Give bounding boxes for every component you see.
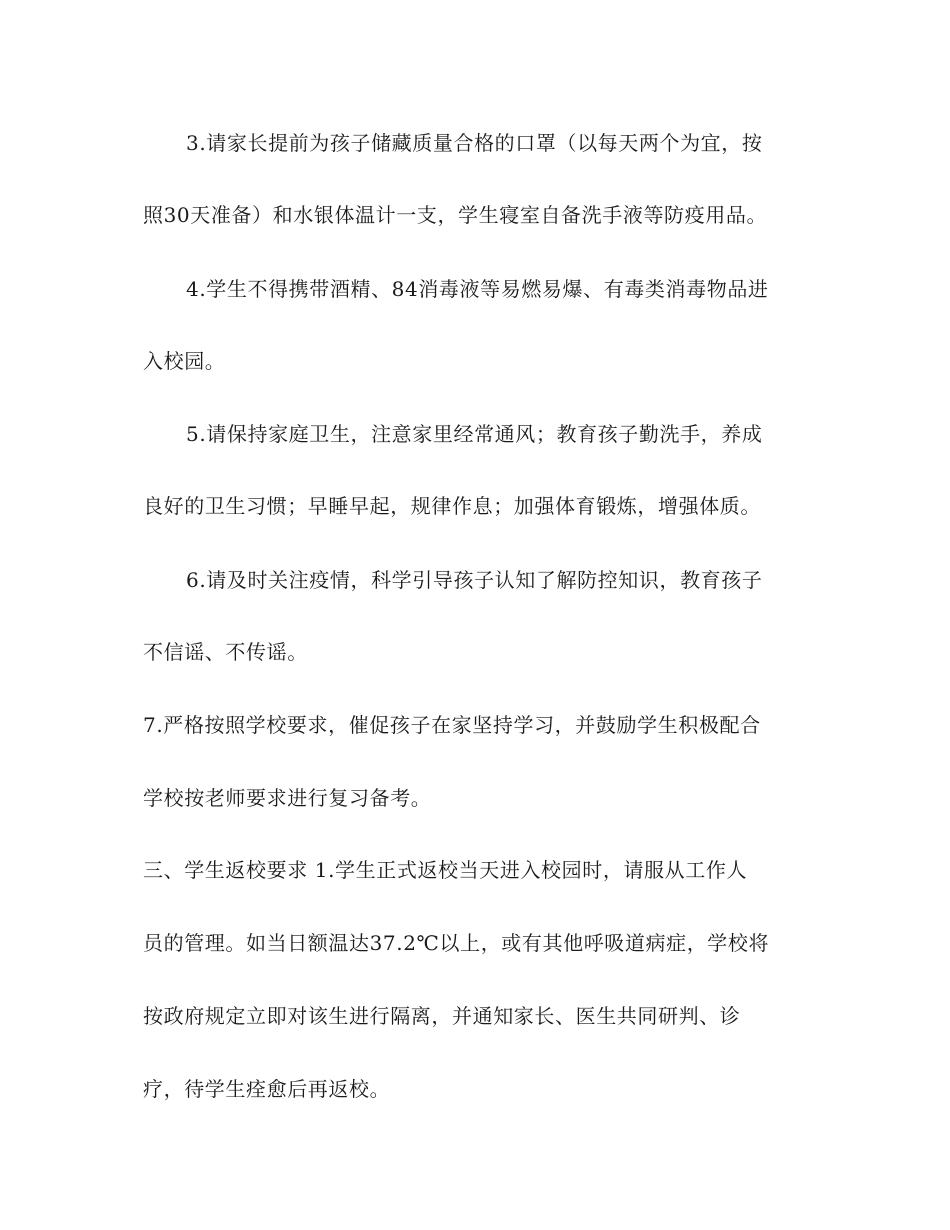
text-line: 按政府规定立即对该生进行隔离，并通知家长、医生共同研判、诊 (143, 1004, 741, 1028)
text-line: 疗，待学生痊愈后再返校。 (143, 1077, 391, 1101)
text-line: 3.请家长提前为孩子储藏质量合格的口罩（以每天两个为宜，按 (186, 131, 763, 155)
text-line: 学校按老师要求进行复习备考。 (143, 786, 432, 810)
text-line: 不信谣、不传谣。 (143, 640, 308, 664)
text-line: 良好的卫生习惯；早睡早起，规律作息；加强体育锻炼，增强体质。 (143, 494, 761, 518)
text-line: 7.严格按照学校要求，催促孩子在家坚持学习，并鼓励学生积极配合 (143, 713, 761, 737)
text-line: 6.请及时关注疫情，科学引导孩子认知了解防控知识，教育孩子 (186, 568, 763, 592)
text-line: 照30天准备）和水银体温计一支，学生寝室自备洗手液等防疫用品。 (143, 203, 768, 227)
text-line: 5.请保持家庭卫生，注意家里经常通风；教育孩子勤洗手，养成 (186, 422, 763, 446)
text-line: 4.学生不得携带酒精、84消毒液等易燃易爆、有毒类消毒物品进 (186, 277, 769, 301)
text-line: 入校园。 (143, 349, 226, 373)
text-line: 三、学生返校要求 1.学生正式返校当天进入校园时，请服从工作人 (143, 858, 748, 882)
text-line: 员的管理。如当日额温达37.2℃以上，或有其他呼吸道病症，学校将 (143, 931, 770, 955)
